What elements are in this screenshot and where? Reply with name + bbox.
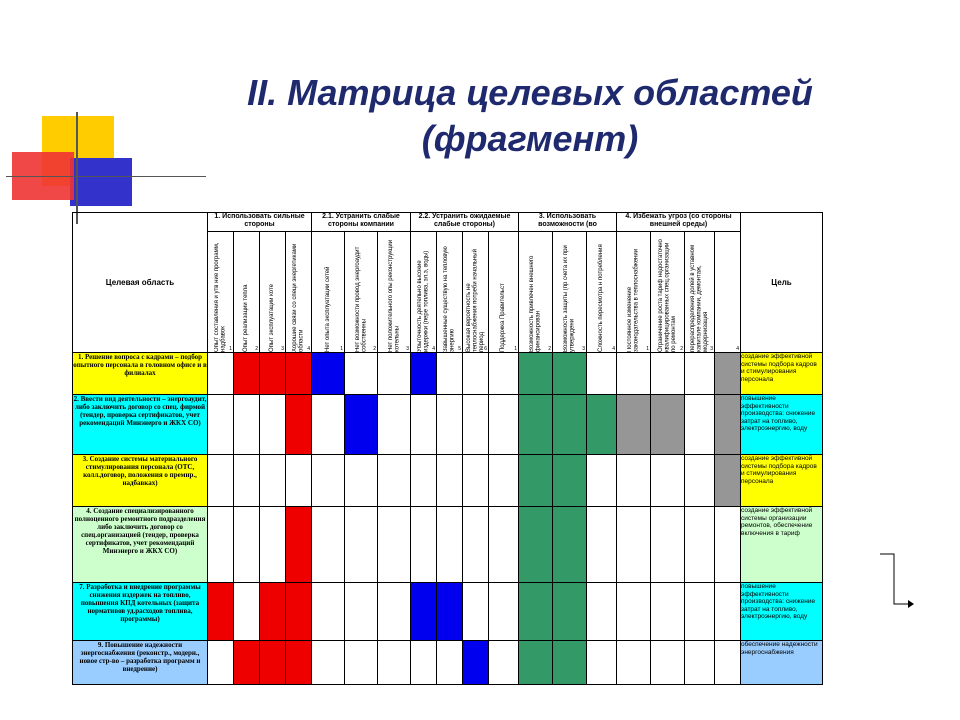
matrix-cell-empty: [463, 507, 489, 583]
matrix-cell-empty: [345, 353, 378, 395]
matrix-cell-empty: [208, 641, 234, 685]
matrix-cell-empty: [286, 455, 312, 507]
matrix-cell-empty: [378, 353, 411, 395]
matrix-cell-empty: [411, 395, 437, 455]
row-label: 1. Решение вопроса с кадрами – подбор опытного персонала в головном офисе и в филиалах: [73, 353, 208, 395]
matrix-cell-empty: [234, 507, 260, 583]
matrix-cell-empty: [715, 641, 741, 685]
matrix-cell-empty: [651, 507, 685, 583]
matrix-cell-red: [286, 641, 312, 685]
group-header: 1. Использовать сильные стороны: [208, 213, 312, 232]
matrix-cell-green: [553, 455, 587, 507]
group-header: 4. Избежать угроз (со стороны внешней среды): [617, 213, 741, 232]
matrix-cell-empty: [260, 395, 286, 455]
matrix-cell-green: [553, 583, 587, 641]
matrix-cell-red: [260, 641, 286, 685]
matrix-cell-empty: [260, 455, 286, 507]
matrix-cell-empty: [715, 583, 741, 641]
goal-cell: создание эффективной системы организации ремонтов, обеспечение включения в тариф: [741, 507, 823, 583]
row-label: 9. Повышение надежности энергоснабжения (реконстр., модерн., новое стр-во – разработка программ и внедрение): [73, 641, 208, 685]
matrix-cell-red: [234, 353, 260, 395]
column-number: 2: [373, 346, 376, 352]
column-header-label: Хорошие связи со специ энергетиками области: [292, 243, 305, 352]
column-header: [587, 232, 617, 353]
column-header-label: Завышенные существую на тепловую энергию: [443, 246, 456, 352]
bracket-arrow-icon: [878, 550, 918, 610]
column-number: 6: [484, 346, 487, 352]
matrix-cell-empty: [587, 507, 617, 583]
table-row: [73, 353, 823, 395]
column-header-label: Опыт составления и утв ние программ, надбавок: [214, 242, 227, 352]
row-label: 4. Создание специализированного полноценного ремонтного подразделения либо заключить договор со спец.организацией (тендер, проверка сертификатов, учет рекомендаций Минэнерго и ЖКХ СО): [73, 507, 208, 583]
matrix-cell-empty: [437, 641, 463, 685]
matrix-cell-green: [519, 353, 553, 395]
matrix-cell-empty: [411, 455, 437, 507]
matrix-cell-gray: [651, 395, 685, 455]
column-header-label: Ограничение роста тариф недостаточно квалифицированных спец.организации по ремонтам: [657, 239, 677, 352]
matrix-cell-red: [286, 353, 312, 395]
matrix-cell-empty: [208, 507, 234, 583]
matrix-cell-blue: [312, 353, 345, 395]
matrix-cell-empty: [617, 353, 651, 395]
column-header: [651, 232, 685, 353]
column-header-label: Опыт эксплуатации коте: [269, 283, 276, 352]
row-label: 7. Разработка и внедрение программы снижения издержек на топливо, повышения КПД котельных (защита нормативов уд.расходов топлива, программы): [73, 583, 208, 641]
matrix-cell-empty: [715, 507, 741, 583]
column-number: 3: [406, 346, 409, 352]
goal-cell: создание эффективной системы подбора кадров и стимулирования персонала: [741, 455, 823, 507]
matrix-cell-empty: [489, 507, 519, 583]
matrix-cell-green: [519, 455, 553, 507]
title-line-2: (фрагмент): [421, 118, 639, 159]
matrix-cell-blue: [437, 583, 463, 641]
column-number: 4: [736, 346, 739, 352]
matrix-cell-blue: [411, 583, 437, 641]
table-row: [73, 507, 823, 583]
matrix-cell-gray: [715, 353, 741, 395]
matrix-cell-gray: [715, 395, 741, 455]
matrix-cell-blue: [463, 641, 489, 685]
matrix-cell-empty: [378, 641, 411, 685]
matrix-cell-empty: [651, 583, 685, 641]
column-header: [345, 232, 378, 353]
matrix-cell-gray: [715, 455, 741, 507]
matrix-cell-empty: [685, 641, 715, 685]
column-number: 1: [646, 346, 649, 352]
matrix-cell-green: [553, 353, 587, 395]
matrix-cell-green: [519, 507, 553, 583]
goal-cell: повышение эффективности производства: снижение затрат на топливо, электроэнергию, воду: [741, 583, 823, 641]
decor-vertical-line: [76, 112, 78, 224]
column-header: [312, 232, 345, 353]
matrix-cell-empty: [208, 353, 234, 395]
column-number: 1: [514, 346, 517, 352]
matrix-cell-empty: [345, 507, 378, 583]
column-header: [685, 232, 715, 353]
goal-cell: повышение эффективности производства: снижение затрат на топливо, электроэнергию, воду: [741, 395, 823, 455]
matrix-cell-red: [286, 507, 312, 583]
matrix-cell-empty: [411, 641, 437, 685]
matrix-cell-empty: [685, 507, 715, 583]
column-number: 5: [458, 346, 461, 352]
matrix-cell-empty: [463, 455, 489, 507]
matrix-cell-gray: [617, 395, 651, 455]
matrix-cell-empty: [685, 455, 715, 507]
decor-blue-square: [70, 158, 132, 206]
matrix-cell-red: [208, 583, 234, 641]
column-header-label: Опыт реализации тепла: [243, 284, 250, 352]
matrix-cell-empty: [378, 583, 411, 641]
column-header: [519, 232, 553, 353]
matrix-cell-empty: [345, 455, 378, 507]
row-label: 3. Создание системы материального стимулирования персонала (ОТС, колл.договор, положения о премир., надбавках): [73, 455, 208, 507]
title-line-1: II. Матрица целевых областей: [247, 72, 813, 113]
matrix-cell-empty: [489, 455, 519, 507]
matrix-cell-empty: [234, 395, 260, 455]
goal-header: Цель: [741, 213, 823, 353]
column-number: 4: [307, 346, 310, 352]
matrix-cell-empty: [437, 353, 463, 395]
column-header-label: Нет возможности провод энергоаудит собственны: [354, 246, 367, 352]
matrix-cell-empty: [489, 395, 519, 455]
column-number: 2: [255, 346, 258, 352]
column-header: [617, 232, 651, 353]
matrix-cell-empty: [489, 353, 519, 395]
matrix-cell-green: [519, 395, 553, 455]
matrix-cell-empty: [411, 507, 437, 583]
column-header: [378, 232, 411, 353]
matrix-cell-empty: [651, 455, 685, 507]
column-number: 3: [281, 346, 284, 352]
matrix-cell-empty: [312, 455, 345, 507]
matrix-cell-empty: [234, 583, 260, 641]
column-header: [411, 232, 437, 353]
column-header-label: Поддержка Правительст: [500, 283, 507, 352]
matrix-cell-empty: [587, 353, 617, 395]
column-number: 3: [710, 346, 713, 352]
column-number: 3: [582, 346, 585, 352]
page-title: [150, 70, 910, 162]
matrix-cell-empty: [208, 395, 234, 455]
matrix-cell-empty: [378, 395, 411, 455]
matrix-cell-green: [519, 641, 553, 685]
goal-cell: создание эффективной системы подбора кадров и стимулирования персонала: [741, 353, 823, 395]
column-number: 4: [612, 346, 615, 352]
matrix-cell-empty: [685, 395, 715, 455]
table-row: [73, 583, 823, 641]
matrix-cell-red: [286, 583, 312, 641]
matrix-cell-empty: [587, 455, 617, 507]
matrix-cell-red: [260, 583, 286, 641]
matrix-cell-blue: [411, 353, 437, 395]
matrix-cell-empty: [378, 507, 411, 583]
matrix-cell-empty: [345, 641, 378, 685]
group-header: 3. Использовать возможности (во: [519, 213, 617, 232]
matrix-cell-green: [553, 507, 587, 583]
target-area-matrix: [72, 212, 823, 685]
matrix-cell-empty: [312, 583, 345, 641]
column-header-label: перераспределения долей в уставном капитале компании, демонтаж, модернизация: [689, 244, 709, 352]
column-header: [489, 232, 519, 353]
matrix-cell-empty: [437, 395, 463, 455]
matrix-cell-empty: [685, 353, 715, 395]
matrix-cell-green: [553, 395, 587, 455]
decor-horizontal-line: [6, 176, 206, 177]
column-header: [463, 232, 489, 353]
column-header-label: Нет положительного опы реконструкции котельны: [387, 239, 400, 352]
matrix-cell-empty: [234, 455, 260, 507]
matrix-cell-empty: [617, 455, 651, 507]
column-header: [286, 232, 312, 353]
matrix-cell-red: [260, 353, 286, 395]
matrix-cell-empty: [463, 353, 489, 395]
matrix-cell-empty: [489, 583, 519, 641]
column-number: 2: [680, 346, 683, 352]
matrix-cell-green: [587, 395, 617, 455]
matrix-cell-empty: [617, 583, 651, 641]
matrix-cell-empty: [685, 583, 715, 641]
column-header: [234, 232, 260, 353]
matrix-cell-empty: [312, 507, 345, 583]
column-header-label: Сложность пересмотра н потребления: [598, 244, 605, 352]
column-header-label: Возможность защиты (пр счета их при утверждени: [563, 245, 576, 352]
matrix-cell-empty: [345, 583, 378, 641]
column-header-label: Убыточность деятельно высокие издержки (пере топлива, эл.э, воды): [417, 250, 430, 352]
row-label: 2. Ввести вид деятельности – энергоаудит, либо заключить договор со спец. фирмой (тендер, проверка сертификатов, учет рекомендаций Минэнерго и ЖКХ СО): [73, 395, 208, 455]
matrix-cell-blue: [345, 395, 378, 455]
table-row: [73, 641, 823, 685]
group-header: 2.2. Устранить ожидаемые слабые стороны): [411, 213, 519, 232]
column-header: [208, 232, 234, 353]
matrix-cell-empty: [651, 641, 685, 685]
matrix-cell-empty: [260, 507, 286, 583]
matrix-cell-empty: [587, 641, 617, 685]
matrix-cell-empty: [617, 641, 651, 685]
matrix-cell-empty: [617, 507, 651, 583]
matrix-cell-red: [286, 395, 312, 455]
column-header: [437, 232, 463, 353]
matrix-cell-empty: [463, 583, 489, 641]
column-number: 2: [548, 346, 551, 352]
matrix-cell-empty: [587, 583, 617, 641]
column-header: [715, 232, 741, 353]
matrix-cell-red: [234, 641, 260, 685]
column-number: 4: [432, 346, 435, 352]
column-header: [260, 232, 286, 353]
matrix-cell-green: [519, 583, 553, 641]
matrix-cell-green: [553, 641, 587, 685]
column-header-label: Высокая вероятность не теплоснабжения потреби начальный период: [465, 249, 485, 352]
column-header: [553, 232, 587, 353]
column-number: 1: [229, 346, 232, 352]
matrix-cell-empty: [378, 455, 411, 507]
matrix-cell-empty: [312, 641, 345, 685]
column-header-label: Возможность привлечен внешнего финансирован: [529, 255, 542, 352]
matrix-cell-empty: [312, 395, 345, 455]
matrix-cell-empty: [651, 353, 685, 395]
goal-cell: обеспечение надежности энергоснабжения: [741, 641, 823, 685]
group-header: 2.1. Устранить слабые стороны компании: [312, 213, 411, 232]
column-header-label: Нет опыта эксплуатации сетей: [324, 266, 331, 352]
matrix-cell-empty: [437, 507, 463, 583]
table-row: [73, 395, 823, 455]
column-number: 1: [340, 346, 343, 352]
matrix-cell-empty: [437, 455, 463, 507]
column-header-label: Постоянное изменение законодательства в теплоснабжении: [627, 248, 640, 352]
matrix-cell-empty: [208, 455, 234, 507]
matrix-cell-empty: [463, 395, 489, 455]
corner-label: Целевая область: [73, 213, 208, 353]
table-row: [73, 455, 823, 507]
matrix-cell-empty: [489, 641, 519, 685]
